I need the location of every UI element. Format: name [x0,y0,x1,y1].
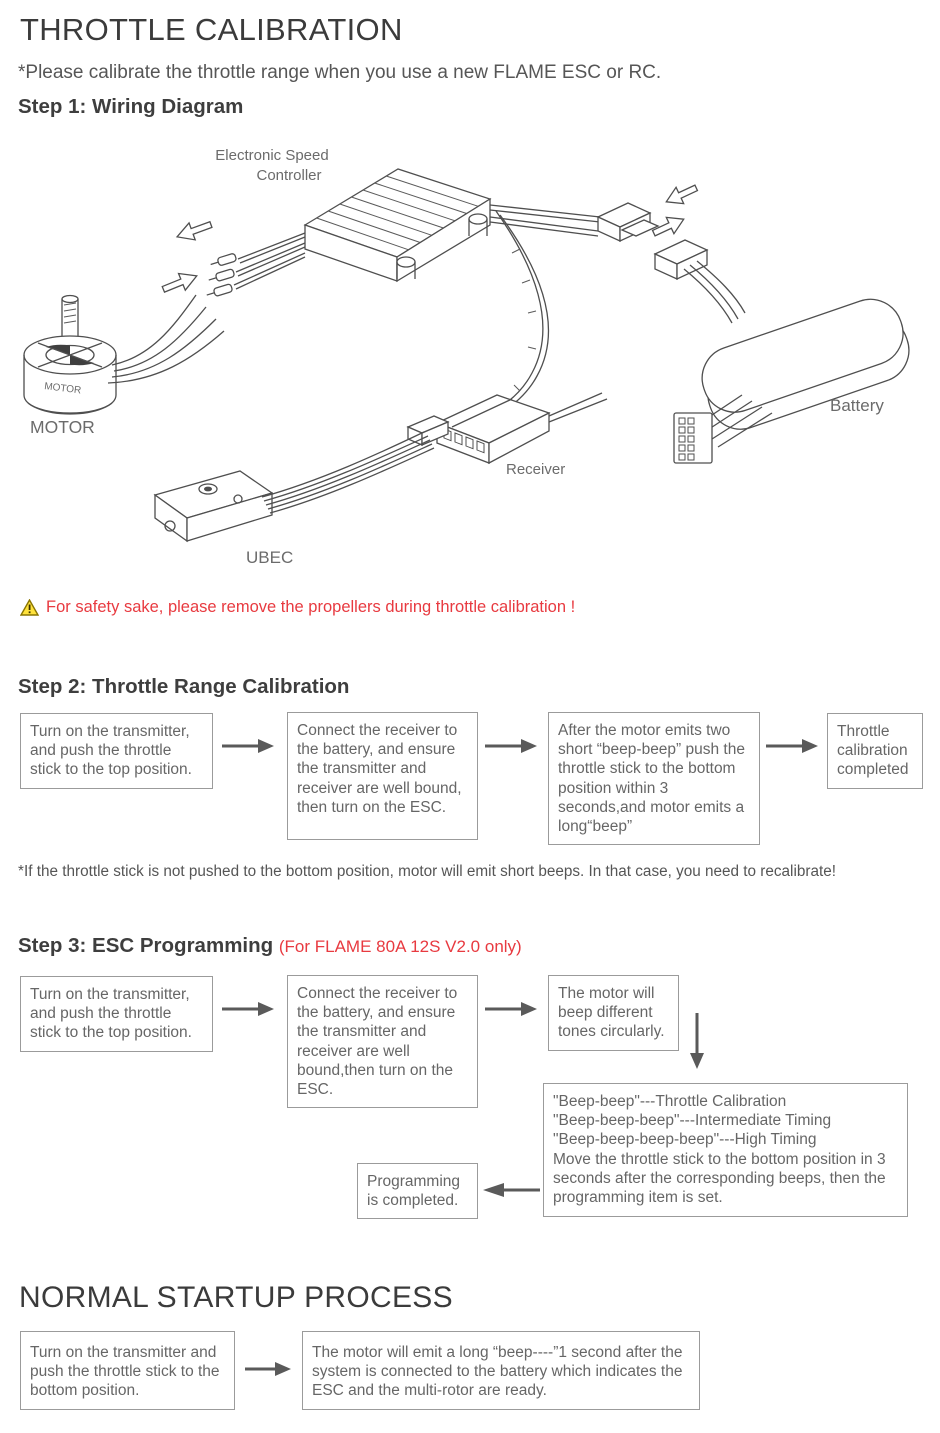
wiring-diagram [0,133,940,593]
battery-label: Battery [830,396,884,415]
step3-heading-text: Step 3: ESC Programming [18,934,274,957]
flow-box: Turn on the transmitter, and push the throttle stick to the top position. [20,976,213,1052]
step3-heading [18,934,522,958]
ubec-illustration [155,432,434,541]
program-options-box [543,1083,908,1217]
flow-arrow-down-icon [690,1013,704,1069]
ubec-label: UBEC [246,548,294,567]
step2-flowchart [0,712,940,862]
step1-heading: Step 1: Wiring Diagram [18,95,244,118]
safety-warning [20,598,575,617]
program-line: "Beep-beep"---Throttle Calibration [553,1093,787,1110]
balance-connector-illustration [674,413,712,463]
flow-arrow-right-icon [222,1002,274,1016]
esc-label-line2: Controller [256,167,322,184]
page-subtitle: *Please calibrate the throttle range when you use a new FLAME ESC or RC. [18,62,662,83]
step2-heading: Step 2: Throttle Range Calibration [18,675,350,698]
flow-box: The motor will beep different tones circularly. [548,975,679,1051]
safety-warning-text: For safety sake, please remove the propellers during throttle calibration ! [46,598,576,616]
flow-arrow-right-icon [485,739,537,753]
step3-flowchart [0,975,940,1225]
flow-arrow-right-icon [485,1002,537,1016]
step3-heading-note: (For FLAME 80A 12S V2.0 only) [278,937,522,956]
program-line: Move the throttle stick to the bottom position in 3 seconds after the corresponding beeps, then the programming item is set. [553,1150,886,1207]
flow-arrow-right-icon [222,739,274,753]
program-line: "Beep-beep-beep"---Intermediate Timing [553,1112,832,1130]
mate-arrows-motor-icon [160,216,214,298]
flow-box: Connect the receiver to the battery, and ensure the transmitter and receiver are well bound,then turn on the ESC. [287,975,478,1108]
flow-box: Throttle calibration completed [827,713,923,789]
flow-box: Turn on the transmitter, and push the throttle stick to the top position. [20,713,213,789]
flow-arrow-right-icon [766,739,818,753]
receiver-label: Receiver [506,461,566,478]
esc-illustration [206,169,600,299]
startup-flowchart [0,1331,940,1411]
warning-triangle-icon [20,599,39,616]
flow-box: The motor will emit a long “beep----”1 second after the system is connected to the battery which indicates the ESC and the multi-rotor are ready. [302,1331,700,1410]
motor-label: MOTOR [30,417,95,437]
mate-arrows-battery-icon [650,180,700,242]
esc-label-line1: Electronic Speed [215,147,329,164]
motor-illustration [24,295,224,414]
startup-heading: NORMAL STARTUP PROCESS [19,1281,453,1314]
flow-box: Turn on the transmitter and push the throttle stick to the bottom position. [20,1331,235,1410]
page-title: THROTTLE CALIBRATION [20,12,403,47]
flow-arrow-right-icon [245,1362,291,1376]
flow-box: After the motor emits two short “beep-beep” push the throttle stick to the bottom position within 3 seconds,and motor emits a long“beep” [548,712,760,845]
step2-note: *If the throttle stick is not pushed to the bottom position, motor will emit short beeps. In that case, you need to recalibrate! [18,863,836,880]
flow-box: Programming is completed. [357,1163,478,1219]
flow-box: Connect the receiver to the battery, and ensure the transmitter and receiver are well bound, then turn on the ESC. [287,712,478,840]
program-line: "Beep-beep-beep-beep"---High Timing [553,1131,817,1149]
motor-engraving: MOTOR [43,381,82,397]
flow-arrow-left-icon [483,1183,540,1197]
receiver-illustration [408,393,607,463]
